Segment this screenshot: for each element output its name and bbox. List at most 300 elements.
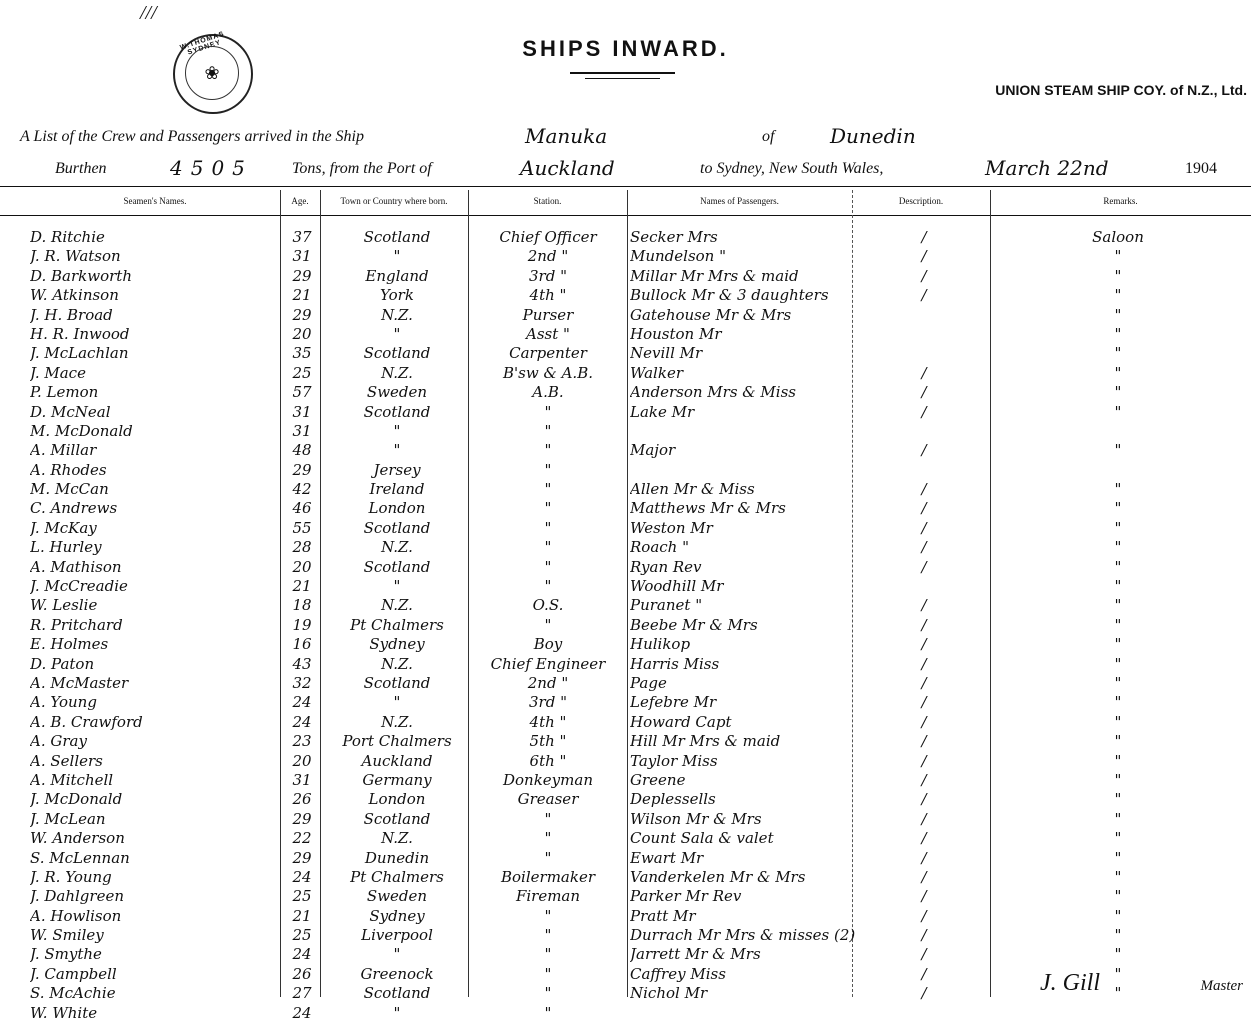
description-mark: / <box>921 615 927 634</box>
seaman-birthplace: Sydney <box>369 635 425 654</box>
column-header-description: Description. <box>898 196 944 206</box>
seaman-birthplace: Sweden <box>366 383 428 402</box>
seaman-age: 28 <box>292 538 312 557</box>
seaman-name: W. Anderson <box>30 829 125 848</box>
seaman-age: 57 <box>292 383 312 402</box>
seaman-station: " <box>544 460 552 479</box>
table-row <box>0 480 1251 499</box>
corner-mark: /// <box>140 2 157 24</box>
seaman-name: A. Gray <box>30 732 87 751</box>
remarks-value: " <box>1114 441 1122 460</box>
from-port: Auckland <box>520 156 615 180</box>
table-row <box>0 364 1251 383</box>
table-row <box>0 403 1251 422</box>
seaman-birthplace: Auckland <box>361 751 433 770</box>
seaman-station: " <box>544 577 552 596</box>
description-mark: / <box>921 712 927 731</box>
seaman-name: J. Dahlgreen <box>30 887 124 906</box>
table-row <box>0 674 1251 693</box>
seaman-station: " <box>544 829 552 848</box>
passenger-name: Puranet " <box>630 596 703 615</box>
description-mark: / <box>921 635 927 654</box>
remarks-value: " <box>1114 712 1122 731</box>
seaman-station: 3rd " <box>529 266 567 285</box>
remarks-value: " <box>1114 964 1122 983</box>
remarks-value: " <box>1114 324 1122 343</box>
crown-icon: ❀ <box>185 46 239 100</box>
description-mark: / <box>921 848 927 867</box>
seaman-birthplace: Jersey <box>373 460 421 479</box>
seaman-name: D. Paton <box>30 654 95 673</box>
seaman-name: W. Leslie <box>30 596 98 615</box>
list-heading-label: A List of the Crew and Passengers arrived in the Ship <box>20 128 364 145</box>
description-mark: / <box>921 964 927 983</box>
seaman-age: 42 <box>292 480 312 499</box>
table-row <box>0 945 1251 964</box>
arrival-year: 1904 <box>1185 160 1217 177</box>
passenger-name: Major <box>630 441 676 460</box>
column-header-names: Seamen's Names. <box>123 196 187 206</box>
seaman-station: Chief Engineer <box>490 654 606 673</box>
table-row <box>0 1004 1251 1023</box>
column-header-remarks: Remarks. <box>1103 196 1138 206</box>
remarks-value: " <box>1114 867 1122 886</box>
passenger-name: Deplessells <box>630 790 716 809</box>
description-mark: / <box>921 363 927 382</box>
remarks-value: " <box>1114 887 1122 906</box>
table-row <box>0 325 1251 344</box>
seaman-birthplace: " <box>393 945 401 964</box>
column-header-age: Age. <box>291 196 309 206</box>
passenger-name: Durrach Mr Mrs & misses (2) <box>630 926 856 945</box>
burthen-value: 4505 <box>170 156 253 180</box>
description-mark: / <box>921 383 927 402</box>
remarks-value: " <box>1114 266 1122 285</box>
seaman-birthplace: Scotland <box>363 809 431 828</box>
seaman-birthplace: Sweden <box>366 887 428 906</box>
seaman-birthplace: " <box>393 441 401 460</box>
table-row <box>0 267 1251 286</box>
ship-name: Manuka <box>525 124 608 148</box>
seaman-name: A. Mathison <box>30 557 122 576</box>
seaman-station: " <box>544 615 552 634</box>
passenger-name: Howard Capt <box>630 712 732 731</box>
seaman-station: " <box>544 984 552 1003</box>
page-title: SHIPS INWARD. <box>522 36 729 61</box>
title-underline <box>570 72 675 74</box>
seaman-birthplace: York <box>380 286 414 305</box>
table-row <box>0 771 1251 790</box>
column-header-station: Station. <box>533 196 562 206</box>
seaman-age: 24 <box>292 1003 312 1022</box>
seaman-birthplace: Scotland <box>363 518 431 537</box>
seaman-name: A. Young <box>30 693 97 712</box>
seaman-station: " <box>544 557 552 576</box>
seaman-station: O.S. <box>532 596 564 615</box>
table-row <box>0 655 1251 674</box>
description-mark: / <box>921 480 927 499</box>
remarks-value: " <box>1114 480 1122 499</box>
seaman-station: " <box>544 926 552 945</box>
remarks-value: " <box>1114 693 1122 712</box>
seaman-birthplace: " <box>393 324 401 343</box>
seaman-station: 5th " <box>529 732 567 751</box>
seaman-age: 21 <box>292 286 312 305</box>
passenger-name: Matthews Mr & Mrs <box>630 499 786 518</box>
seaman-age: 21 <box>292 577 312 596</box>
seaman-birthplace: N.Z. <box>381 654 413 673</box>
remarks-value: " <box>1114 770 1122 789</box>
passenger-name: Beebe Mr & Mrs <box>630 615 758 634</box>
seaman-station: 2nd " <box>527 247 569 266</box>
destination-label: to Sydney, New South Wales, <box>700 160 884 177</box>
seaman-station: " <box>544 809 552 828</box>
seaman-birthplace: " <box>393 577 401 596</box>
passenger-name: Millar Mr Mrs & maid <box>630 266 799 285</box>
seaman-age: 18 <box>292 596 312 615</box>
seaman-station: " <box>544 906 552 925</box>
master-signature: J. Gill <box>1040 970 1100 996</box>
description-mark: / <box>921 228 927 246</box>
seaman-name: J. McCreadie <box>30 577 128 596</box>
seaman-age: 20 <box>292 324 312 343</box>
passenger-name: Vanderkelen Mr & Mrs <box>630 867 806 886</box>
remarks-value: " <box>1114 286 1122 305</box>
seaman-name: J. McLachlan <box>30 344 129 363</box>
seaman-station: " <box>544 441 552 460</box>
table-row <box>0 790 1251 809</box>
remarks-value: " <box>1114 635 1122 654</box>
description-mark: / <box>921 247 927 266</box>
tons-label: Tons, from the Port of <box>292 160 432 177</box>
seaman-station: Fireman <box>515 887 581 906</box>
remarks-value: Saloon <box>1092 228 1144 246</box>
remarks-value: " <box>1114 402 1122 421</box>
table-row <box>0 693 1251 712</box>
passenger-name: Ryan Rev <box>630 557 702 576</box>
description-mark: / <box>921 809 927 828</box>
burthen-label: Burthen <box>55 160 107 177</box>
seaman-birthplace: Sydney <box>369 906 425 925</box>
seaman-age: 35 <box>292 344 312 363</box>
remarks-value: " <box>1114 363 1122 382</box>
description-mark: / <box>921 926 927 945</box>
remarks-value: " <box>1114 557 1122 576</box>
company-name: UNION STEAM SHIP COY. of N.Z., Ltd. <box>995 82 1247 98</box>
seaman-station: 3rd " <box>529 693 567 712</box>
remarks-value: " <box>1114 247 1122 266</box>
description-mark: / <box>921 402 927 421</box>
passenger-name: Pratt Mr <box>630 906 696 925</box>
seaman-station: Chief Officer <box>499 228 597 246</box>
seaman-birthplace: Scotland <box>363 402 431 421</box>
description-mark: / <box>921 732 927 751</box>
seaman-name: A. McMaster <box>30 673 129 692</box>
seaman-age: 20 <box>292 557 312 576</box>
table-row <box>0 752 1251 771</box>
crew-table <box>0 228 1251 1023</box>
seaman-age: 22 <box>292 829 312 848</box>
seaman-name: R. Pritchard <box>30 615 123 634</box>
remarks-value: " <box>1114 673 1122 692</box>
seaman-birthplace: Dunedin <box>364 848 430 867</box>
remarks-value: " <box>1114 615 1122 634</box>
seaman-birthplace: London <box>368 499 426 518</box>
seaman-name: M. McDonald <box>30 421 133 440</box>
seaman-name: A. B. Crawford <box>30 712 143 731</box>
seaman-age: 37 <box>292 228 312 246</box>
seaman-age: 24 <box>292 945 312 964</box>
remarks-value: " <box>1114 538 1122 557</box>
seaman-station: " <box>544 499 552 518</box>
seaman-birthplace: Germany <box>362 770 432 789</box>
seaman-birthplace: England <box>365 266 429 285</box>
seaman-station: Asst " <box>526 324 570 343</box>
passenger-name: Allen Mr & Miss <box>630 480 755 499</box>
table-top-rule <box>0 186 1251 187</box>
header-bottom-rule <box>0 215 1251 216</box>
seaman-name: J. McKay <box>30 518 97 537</box>
seaman-station: Purser <box>522 305 574 324</box>
remarks-value: " <box>1114 305 1122 324</box>
master-label: Master <box>1200 978 1243 994</box>
seaman-name: S. McAchie <box>30 984 116 1003</box>
seaman-age: 43 <box>292 654 312 673</box>
description-mark: / <box>921 829 927 848</box>
seaman-age: 27 <box>292 984 312 1003</box>
seaman-station: " <box>544 480 552 499</box>
passenger-name: Houston Mr <box>630 324 722 343</box>
seaman-name: A. Sellers <box>30 751 103 770</box>
description-mark: / <box>921 751 927 770</box>
passenger-name: Ewart Mr <box>630 848 704 867</box>
table-row <box>0 538 1251 557</box>
seaman-birthplace: Scotland <box>363 984 431 1003</box>
seaman-birthplace: Port Chalmers <box>342 732 452 751</box>
remarks-value: " <box>1114 654 1122 673</box>
table-row <box>0 499 1251 518</box>
remarks-value: " <box>1114 518 1122 537</box>
passenger-name: Page <box>630 673 667 692</box>
seaman-station: " <box>544 421 552 440</box>
description-mark: / <box>921 867 927 886</box>
seaman-birthplace: Ireland <box>369 480 425 499</box>
seaman-name: J. R. Young <box>30 867 112 886</box>
table-row <box>0 616 1251 635</box>
stamp-text: W.THOMAS SYDNEY <box>179 30 226 57</box>
table-row <box>0 577 1251 596</box>
table-row <box>0 247 1251 266</box>
passenger-name: Hill Mr Mrs & maid <box>630 732 781 751</box>
seaman-age: 21 <box>292 906 312 925</box>
table-row <box>0 907 1251 926</box>
passenger-name: Mundelson " <box>630 247 727 266</box>
seaman-age: 29 <box>292 305 312 324</box>
seaman-birthplace: Scotland <box>363 673 431 692</box>
seaman-station: " <box>544 848 552 867</box>
table-row <box>0 461 1251 480</box>
remarks-value: " <box>1114 926 1122 945</box>
seaman-station: Carpenter <box>509 344 587 363</box>
remarks-value: " <box>1114 499 1122 518</box>
seaman-name: D. McNeal <box>30 402 111 421</box>
seaman-age: 29 <box>292 848 312 867</box>
seaman-name: C. Andrews <box>30 499 118 518</box>
seaman-name: W. Atkinson <box>30 286 119 305</box>
description-mark: / <box>921 945 927 964</box>
seaman-birthplace: London <box>368 790 426 809</box>
seaman-station: " <box>544 538 552 557</box>
seaman-birthplace: Pt Chalmers <box>350 615 444 634</box>
seaman-birthplace: Greenock <box>360 964 434 983</box>
title-underline-short <box>585 78 660 79</box>
seaman-birthplace: " <box>393 693 401 712</box>
table-row <box>0 286 1251 305</box>
seaman-birthplace: Scotland <box>363 344 431 363</box>
remarks-value: " <box>1114 790 1122 809</box>
seaman-birthplace: N.Z. <box>381 712 413 731</box>
remarks-value: " <box>1114 383 1122 402</box>
seaman-station: 2nd " <box>527 673 569 692</box>
seaman-name: J. McDonald <box>30 790 123 809</box>
description-mark: / <box>921 693 927 712</box>
passenger-name: Gatehouse Mr & Mrs <box>630 305 792 324</box>
seaman-age: 46 <box>292 499 312 518</box>
table-row <box>0 558 1251 577</box>
description-mark: / <box>921 596 927 615</box>
seaman-name: J. H. Broad <box>30 305 113 324</box>
seaman-name: D. Barkworth <box>30 266 132 285</box>
table-row <box>0 635 1251 654</box>
seaman-age: 24 <box>292 712 312 731</box>
seaman-age: 29 <box>292 809 312 828</box>
seaman-name: A. Mitchell <box>30 770 114 789</box>
column-header-passengers: Names of Passengers. <box>700 196 779 206</box>
table-row <box>0 713 1251 732</box>
passenger-name: Woodhill Mr <box>630 577 724 596</box>
description-mark: / <box>921 499 927 518</box>
table-row <box>0 344 1251 363</box>
passenger-name: Nichol Mr <box>630 984 708 1003</box>
seaman-birthplace: Pt Chalmers <box>350 867 444 886</box>
seaman-birthplace: " <box>393 247 401 266</box>
seaman-station: " <box>544 402 552 421</box>
seaman-birthplace: Scotland <box>363 228 431 246</box>
passenger-name: Anderson Mrs & Miss <box>630 383 796 402</box>
seaman-station: " <box>544 945 552 964</box>
passenger-name: Walker <box>630 363 683 382</box>
table-row <box>0 849 1251 868</box>
seaman-birthplace: N.Z. <box>381 596 413 615</box>
arrival-date: March 22nd <box>985 156 1109 180</box>
seaman-station: A.B. <box>532 383 564 402</box>
seaman-name: S. McLennan <box>30 848 130 867</box>
seaman-name: H. R. Inwood <box>30 324 130 343</box>
table-row <box>0 519 1251 538</box>
table-row <box>0 829 1251 848</box>
seaman-name: M. McCan <box>30 480 109 499</box>
table-row <box>0 868 1251 887</box>
seaman-station: B'sw & A.B. <box>503 363 593 382</box>
seaman-station: Boy <box>533 635 563 654</box>
remarks-value: " <box>1114 848 1122 867</box>
passenger-name: Secker Mrs <box>630 228 718 246</box>
seaman-age: 29 <box>292 266 312 285</box>
seaman-station: Boilermaker <box>501 867 595 886</box>
remarks-value: " <box>1114 945 1122 964</box>
seaman-name: P. Lemon <box>30 383 99 402</box>
seaman-station: Greaser <box>517 790 579 809</box>
seaman-station: " <box>544 518 552 537</box>
description-mark: / <box>921 518 927 537</box>
seaman-name: D. Ritchie <box>30 228 105 246</box>
seaman-age: 29 <box>292 460 312 479</box>
passenger-name: Caffrey Miss <box>630 964 726 983</box>
remarks-value: " <box>1114 906 1122 925</box>
seaman-name: A. Howlison <box>30 906 122 925</box>
seaman-age: 31 <box>292 421 312 440</box>
seaman-birthplace: " <box>393 1003 401 1022</box>
seaman-name: E. Holmes <box>30 635 109 654</box>
seaman-birthplace: Scotland <box>363 557 431 576</box>
passenger-name: Greene <box>630 770 686 789</box>
description-mark: / <box>921 790 927 809</box>
seaman-birthplace: " <box>393 421 401 440</box>
description-mark: / <box>921 887 927 906</box>
remarks-value: " <box>1114 829 1122 848</box>
description-mark: / <box>921 906 927 925</box>
description-mark: / <box>921 557 927 576</box>
description-mark: / <box>921 538 927 557</box>
seaman-name: A. Rhodes <box>30 460 107 479</box>
description-mark: / <box>921 984 927 1003</box>
passenger-name: Weston Mr <box>630 518 713 537</box>
table-row <box>0 383 1251 402</box>
seaman-name: L. Hurley <box>30 538 102 557</box>
remarks-value: " <box>1114 344 1122 363</box>
seaman-age: 25 <box>292 926 312 945</box>
seaman-age: 24 <box>292 867 312 886</box>
column-header-town: Town or Country where born. <box>340 196 448 206</box>
seaman-age: 19 <box>292 615 312 634</box>
table-row <box>0 926 1251 945</box>
remarks-value: " <box>1114 577 1122 596</box>
seaman-age: 55 <box>292 518 312 537</box>
passenger-name: Hulikop <box>630 635 691 654</box>
table-row <box>0 228 1251 247</box>
passenger-name: Harris Miss <box>630 654 720 673</box>
passenger-name: Lefebre Mr <box>630 693 717 712</box>
table-row <box>0 441 1251 460</box>
description-mark: / <box>921 286 927 305</box>
description-mark: / <box>921 770 927 789</box>
seaman-age: 26 <box>292 790 312 809</box>
seaman-age: 25 <box>292 887 312 906</box>
remarks-value: " <box>1114 984 1122 1003</box>
seaman-birthplace: N.Z. <box>381 829 413 848</box>
table-row <box>0 887 1251 906</box>
seaman-station: " <box>544 964 552 983</box>
seaman-name: J. McLean <box>30 809 106 828</box>
seaman-age: 23 <box>292 732 312 751</box>
table-row <box>0 596 1251 615</box>
seaman-station: Donkeyman <box>503 770 593 789</box>
description-mark: / <box>921 441 927 460</box>
passenger-name: Lake Mr <box>630 402 695 421</box>
seaman-age: 20 <box>292 751 312 770</box>
table-row <box>0 810 1251 829</box>
passenger-name: Bullock Mr & 3 daughters <box>630 286 829 305</box>
